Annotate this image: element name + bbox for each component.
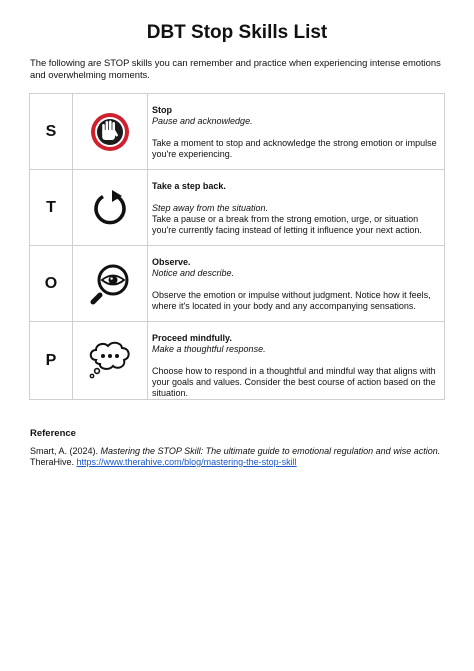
row-letter: S: [30, 94, 73, 170]
row-body: Take a moment to stop and acknowledge the strong emotion or impulse you're experiencing.: [152, 138, 437, 159]
row-heading: Take a step back.: [152, 181, 226, 191]
table-row: [30, 246, 445, 322]
row-letter: O: [30, 246, 73, 322]
row-subheading: Make a thoughtful response.: [152, 344, 266, 354]
row-body: Choose how to respond in a thoughtful and mindful way that aligns with your goals and values. Consider the best course of action based on the situation.: [152, 366, 436, 398]
citation-publisher: TheraHive.: [30, 457, 77, 467]
reference-heading: Reference: [30, 428, 76, 439]
page-title: DBT Stop Skills List: [146, 22, 328, 43]
row-body: Observe the emotion or impulse without judgment. Notice how it feels, where it's located in your body and any accompanying sensations.: [152, 290, 431, 311]
citation-prefix: Smart, A. (2024).: [30, 446, 101, 456]
intro-text: The following are STOP skills you can remember and practice when experiencing intense emotions and overwhelming moments.: [30, 57, 441, 80]
row-subheading: Notice and describe.: [152, 268, 235, 278]
row-subheading: Pause and acknowledge.: [152, 116, 253, 126]
stop-hand-icon: [88, 110, 132, 154]
reference-citation: [30, 446, 450, 468]
table-row: [30, 322, 445, 400]
row-heading: Observe.: [152, 257, 191, 267]
row-letter: P: [30, 322, 73, 400]
stop-skills-table: [29, 93, 445, 400]
citation-title: Mastering the STOP Skill: The ultimate guide to emotional regulation and wise action.: [100, 446, 441, 456]
row-heading: Proceed mindfully.: [152, 333, 232, 343]
row-body: Take a pause or a break from the strong emotion, urge, or situation you're currently facing instead of letting it influence your next action.: [152, 214, 422, 235]
magnifier-eye-icon: [88, 262, 132, 306]
circular-arrow-icon: [90, 188, 130, 228]
row-subheading: Step away from the situation.: [152, 203, 269, 213]
table-row: [30, 170, 445, 246]
reference-link[interactable]: https://www.therahive.com/blog/mastering-the-stop-skill: [76, 457, 297, 467]
table-row: [30, 94, 445, 170]
row-letter: T: [30, 170, 73, 246]
thought-bubble-icon: [86, 340, 134, 382]
row-heading: Stop: [152, 105, 172, 115]
